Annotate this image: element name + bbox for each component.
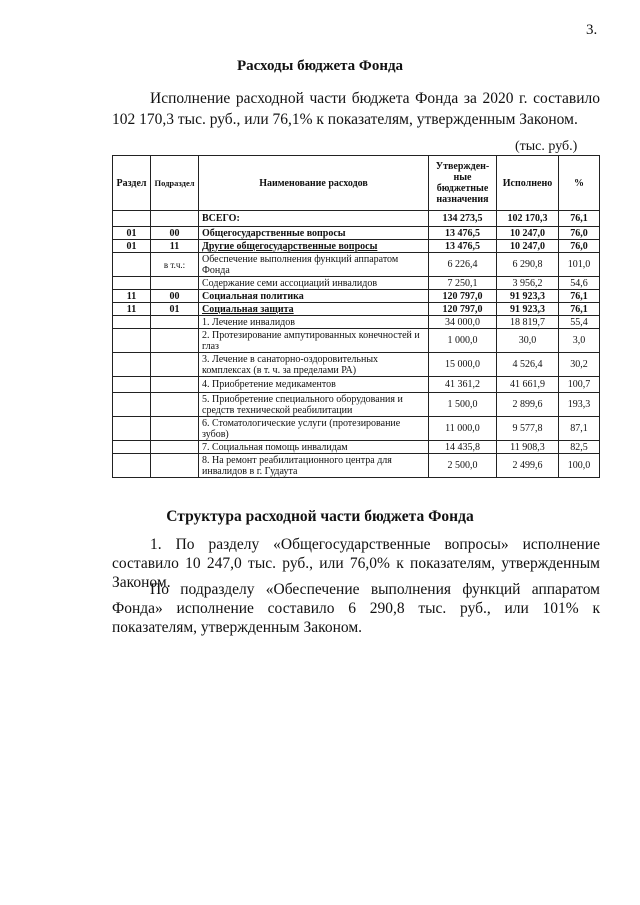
table-row [113,393,600,417]
table-row [113,454,600,478]
header-executed: Исполнено [497,156,559,211]
cell-percent: 3,0 [559,329,600,353]
cell-percent: 76,1 [559,211,600,227]
cell-podrazdel [151,377,199,393]
table-row [113,290,600,303]
cell-razdel: 01 [113,240,151,253]
cell-approved: 6 226,4 [429,253,497,277]
cell-name: 6. Стоматологические услуги (протезирование зубов) [199,417,429,441]
cell-podrazdel [151,441,199,454]
cell-percent: 54,6 [559,277,600,290]
cell-percent: 30,2 [559,353,600,377]
header-approved: Утвержден-ные бюджетные назначения [429,156,497,211]
cell-name: 3. Лечение в санаторно-оздоровительных комплексах (в т. ч. за пределами РА) [199,353,429,377]
cell-approved: 120 797,0 [429,290,497,303]
table-row [113,227,600,240]
cell-podrazdel [151,417,199,441]
table-header-row [113,156,600,211]
cell-approved: 2 500,0 [429,454,497,478]
cell-executed: 91 923,3 [497,290,559,303]
cell-executed: 3 956,2 [497,277,559,290]
cell-percent: 87,1 [559,417,600,441]
cell-podrazdel [151,277,199,290]
cell-name: Другие общегосударственные вопросы [199,240,429,253]
cell-razdel [113,353,151,377]
cell-razdel [113,211,151,227]
cell-percent: 55,4 [559,316,600,329]
cell-approved: 1 000,0 [429,329,497,353]
cell-executed: 2 899,6 [497,393,559,417]
cell-name: 8. На ремонт реабилитационного центра для инвалидов в г. Гудаута [199,454,429,478]
paragraph-general-questions: 1. По разделу «Общегосударственные вопросы» исполнение составило 10 247,0 тыс. руб., или 76,0% к показателям, утвержденным Законом. [112,536,600,591]
cell-approved: 41 361,2 [429,377,497,393]
table-row [113,303,600,316]
cell-approved: 11 000,0 [429,417,497,441]
table-row-total [113,211,600,227]
table-row [113,353,600,377]
cell-executed: 2 499,6 [497,454,559,478]
cell-podrazdel [151,316,199,329]
intro-paragraph: Исполнение расходной части бюджета Фонда за 2020 г. составило 102 170,3 тыс. руб., или 76,1% к показателям, утвержденным Законом. [112,90,600,128]
cell-name: 2. Протезирование ампутированных конечностей и глаз [199,329,429,353]
cell-percent: 76,0 [559,240,600,253]
cell-percent: 76,1 [559,290,600,303]
cell-executed: 18 819,7 [497,316,559,329]
cell-podrazdel [151,353,199,377]
cell-razdel [113,253,151,277]
cell-approved: 13 476,5 [429,227,497,240]
cell-executed: 4 526,4 [497,353,559,377]
table-row [113,329,600,353]
table-row [113,316,600,329]
cell-executed: 91 923,3 [497,303,559,316]
cell-executed: 9 577,8 [497,417,559,441]
cell-executed: 30,0 [497,329,559,353]
header-percent: % [559,156,600,211]
cell-name: 4. Приобретение медикаментов [199,377,429,393]
cell-percent: 101,0 [559,253,600,277]
cell-approved: 7 250,1 [429,277,497,290]
cell-name: Общегосударственные вопросы [199,227,429,240]
cell-name: 7. Социальная помощь инвалидам [199,441,429,454]
cell-razdel [113,277,151,290]
cell-razdel [113,329,151,353]
table-row [113,417,600,441]
cell-podrazdel [151,454,199,478]
cell-executed: 11 908,3 [497,441,559,454]
cell-podrazdel: 00 [151,290,199,303]
cell-approved: 15 000,0 [429,353,497,377]
cell-approved: 13 476,5 [429,240,497,253]
cell-percent: 82,5 [559,441,600,454]
cell-podrazdel: в т.ч.: [151,253,199,277]
cell-approved: 1 500,0 [429,393,497,417]
cell-razdel [113,417,151,441]
section-title-expenses: Расходы бюджета Фонда [236,58,404,74]
cell-percent: 76,1 [559,303,600,316]
cell-podrazdel [151,211,199,227]
cell-podrazdel [151,329,199,353]
cell-name: Содержание семи ассоциаций инвалидов [199,277,429,290]
cell-podrazdel: 01 [151,303,199,316]
header-razdel: Раздел [113,156,151,211]
cell-name: 5. Приобретение специального оборудования и средств технической реабилитации [199,393,429,417]
cell-executed: 6 290,8 [497,253,559,277]
cell-percent: 100,0 [559,454,600,478]
page-number: 3. [586,22,598,38]
expenses-table [112,155,600,478]
cell-name: Обеспечение выполнения функций аппаратом Фонда [199,253,429,277]
cell-razdel [113,316,151,329]
cell-razdel: 11 [113,290,151,303]
header-podrazdel: Подраздел [151,156,199,211]
table-row [113,277,600,290]
table-row [113,377,600,393]
cell-razdel [113,377,151,393]
cell-executed: 102 170,3 [497,211,559,227]
cell-razdel [113,454,151,478]
cell-razdel: 11 [113,303,151,316]
cell-executed: 10 247,0 [497,240,559,253]
cell-razdel [113,393,151,417]
cell-name: 1. Лечение инвалидов [199,316,429,329]
cell-podrazdel: 00 [151,227,199,240]
cell-approved: 14 435,8 [429,441,497,454]
cell-podrazdel: 11 [151,240,199,253]
table-row [113,240,600,253]
cell-approved: 34 000,0 [429,316,497,329]
cell-percent: 193,3 [559,393,600,417]
cell-name: Социальная политика [199,290,429,303]
cell-percent: 100,7 [559,377,600,393]
cell-executed: 10 247,0 [497,227,559,240]
cell-executed: 41 661,9 [497,377,559,393]
table-row [113,253,600,277]
cell-percent: 76,0 [559,227,600,240]
cell-approved: 134 273,5 [429,211,497,227]
paragraph-apparatus-functions: По подразделу «Обеспечение выполнения функций аппаратом Фонда» исполнение составило 6 290,8 тыс. руб., или 101% к показателям, утвержденным Законом. [112,581,600,636]
header-name: Наименование расходов [199,156,429,211]
cell-name: ВСЕГО: [199,211,429,227]
cell-razdel [113,441,151,454]
table-row [113,441,600,454]
cell-name: Социальная защита [199,303,429,316]
cell-approved: 120 797,0 [429,303,497,316]
cell-razdel: 01 [113,227,151,240]
section-title-structure: Структура расходной части бюджета Фонда [166,508,474,525]
cell-podrazdel [151,393,199,417]
units-note: (тыс. руб.) [515,139,578,154]
